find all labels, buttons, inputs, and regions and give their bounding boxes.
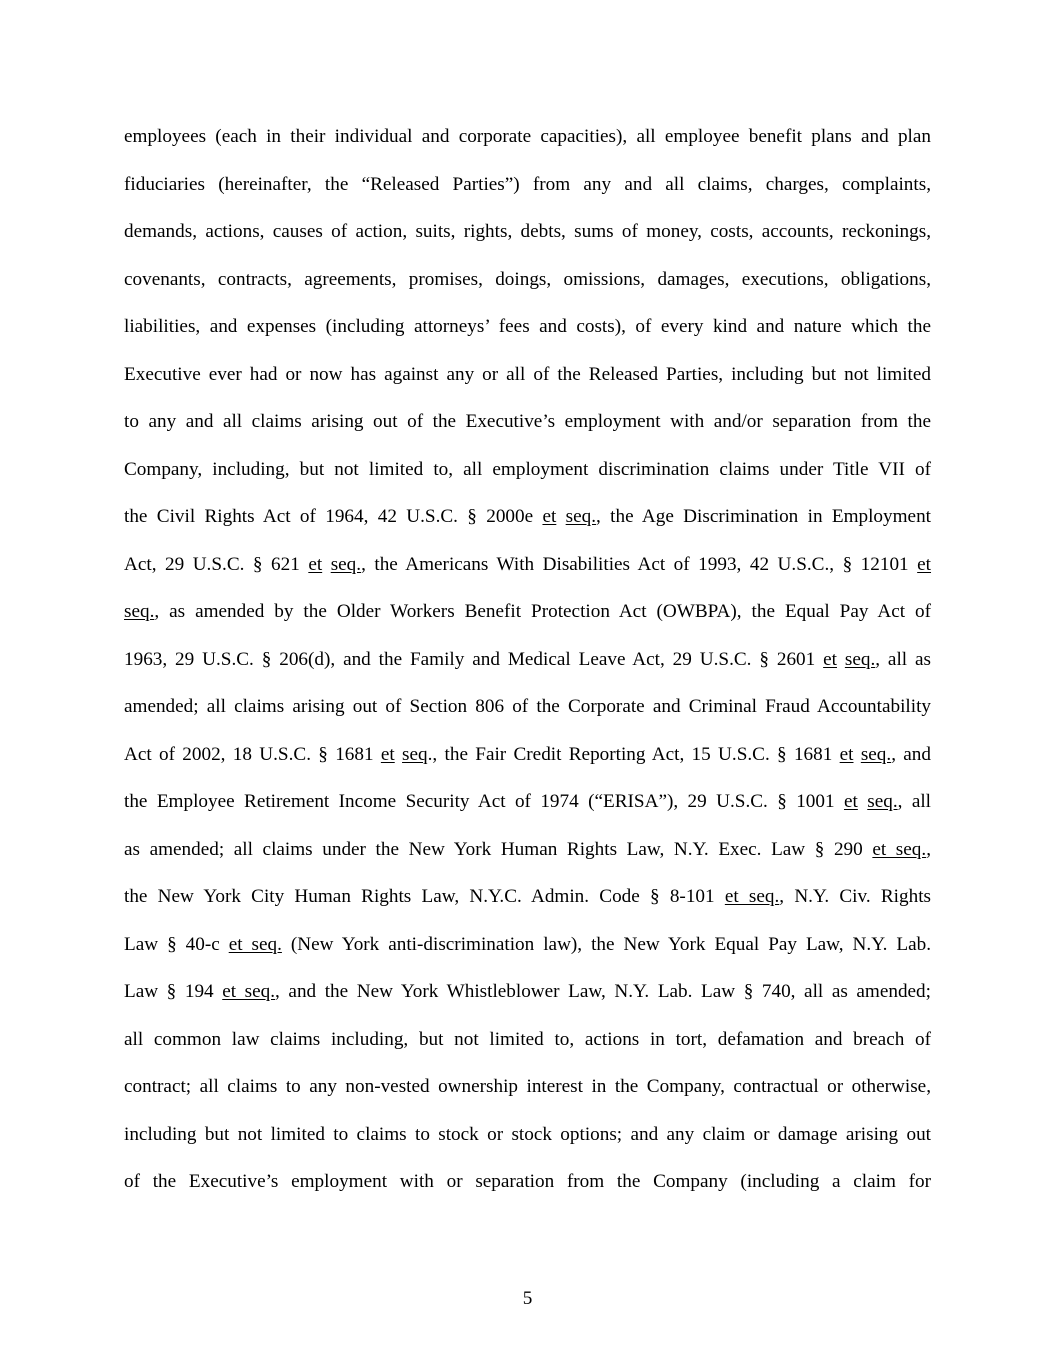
text-line (124, 303, 931, 351)
text-line (124, 1016, 931, 1064)
text-line (124, 113, 931, 161)
text-segment: , and (891, 743, 931, 765)
citation-underlined-text: et (380, 743, 395, 765)
citation-underlined-text: seq. (844, 648, 876, 670)
text-line (124, 636, 931, 684)
text-segment: Company, including, but not limited to, all employment discrimination claims under Title VII of (124, 458, 931, 480)
text-line (124, 256, 931, 304)
citation-underlined-text: seq. (330, 553, 362, 575)
text-segment: fiduciaries (hereinafter, the “Released Parties”) from any and all claims, charges, complaints, (124, 173, 931, 195)
citation-underlined-text: seq. (860, 743, 892, 765)
text-segment: , N.Y. Civ. Rights (779, 886, 931, 907)
text-segment: Law § 194 (124, 981, 223, 1002)
text-segment: Act of 2002, 18 U.S.C. § 1681 (124, 743, 381, 765)
text-segment: Act, 29 U.S.C. § 621 (124, 553, 309, 575)
text-segment (837, 649, 845, 670)
text-segment: amended; all claims arising out of Section 806 of the Corporate and Criminal Fraud Accountability (124, 696, 931, 717)
citation-underlined-text: et (308, 553, 323, 575)
text-segment: covenants, contracts, agreements, promises, doings, omissions, damages, executions, obligations, (124, 268, 931, 290)
text-line (124, 446, 931, 494)
citation-underlined-text: et (542, 506, 557, 527)
text-segment: employees (each in their individual and corporate capacities), all employee benefit plans and plan (124, 126, 931, 147)
text-segment: of the Executive’s employment with or separation from the Company (including a claim for (124, 1171, 931, 1192)
text-segment: , (926, 838, 931, 860)
body-paragraph (124, 113, 931, 1206)
citation-underlined-text: et (917, 553, 932, 575)
text-line (124, 1111, 931, 1159)
text-line (124, 351, 931, 399)
citation-underlined-text: et seq. (724, 886, 780, 907)
text-segment: Law § 40-c (124, 933, 229, 955)
citation-underlined-text: seq. (565, 506, 597, 527)
text-segment: the Civil Rights Act of 1964, 42 U.S.C. § 2000e (124, 506, 543, 527)
text-line (124, 873, 931, 921)
citation-underlined-text: seq (402, 743, 428, 765)
text-segment: demands, actions, causes of action, suits, rights, debts, sums of money, costs, accounts, reckonings, (124, 221, 931, 242)
page-number: 5 (522, 1288, 533, 1309)
text-line (124, 1158, 931, 1206)
text-segment: (New York anti-discrimination law), the New York Equal Pay Law, N.Y. Lab. (281, 933, 931, 955)
text-segment: 1963, 29 U.S.C. § 206(d), and the Family and Medical Leave Act, 29 U.S.C. § 2601 (124, 648, 824, 670)
text-segment (854, 744, 861, 765)
text-segment: , all (897, 791, 931, 812)
text-line (124, 1063, 931, 1111)
text-segment (395, 744, 402, 765)
text-line (124, 778, 931, 826)
text-segment: ., the Fair Credit Reporting Act, 15 U.S.C. § 1681 (427, 743, 840, 765)
text-segment (858, 791, 867, 812)
text-segment: , all as (875, 648, 931, 670)
citation-underlined-text: seq. (867, 791, 898, 812)
text-line (124, 968, 931, 1016)
citation-underlined-text: et (843, 791, 858, 812)
citation-underlined-text: et (839, 743, 854, 765)
text-line (124, 826, 931, 874)
text-segment: the Employee Retirement Income Security Act of 1974 (“ERISA”), 29 U.S.C. § 1001 (124, 791, 844, 812)
text-segment: , the Age Discrimination in Employment (596, 506, 931, 527)
text-segment: , and the New York Whistleblower Law, N.Y. Lab. Law § 740, all as amended; (275, 981, 931, 1002)
text-line (124, 541, 931, 589)
citation-underlined-text: seq. (124, 601, 155, 622)
text-segment: the New York City Human Rights Law, N.Y.C. Admin. Code § 8-101 (124, 886, 725, 907)
text-segment: , as amended by the Older Workers Benefit Protection Act (OWBPA), the Equal Pay Act of (154, 601, 931, 622)
text-line (124, 731, 931, 779)
text-segment: liabilities, and expenses (including attorneys’ fees and costs), of every kind and nature which the (124, 316, 931, 337)
citation-underlined-text: et seq. (872, 838, 927, 860)
text-line (124, 493, 931, 541)
text-segment: all common law claims including, but not limited to, actions in tort, defamation and breach of (124, 1028, 931, 1050)
text-line (124, 208, 931, 256)
text-line (124, 683, 931, 731)
citation-underlined-text: et (823, 648, 837, 670)
text-segment: as amended; all claims under the New York Human Rights Law, N.Y. Exec. Law § 290 (124, 838, 873, 860)
text-segment: , the Americans With Disabilities Act of 1993, 42 U.S.C., § 12101 (361, 553, 918, 575)
text-line (124, 398, 931, 446)
text-segment: Executive ever had or now has against any or all of the Released Parties, including but not limited (124, 363, 931, 385)
text-segment: contract; all claims to any non-vested ownership interest in the Company, contractual or otherwise, (124, 1076, 931, 1097)
text-segment (322, 554, 331, 575)
text-line (124, 588, 931, 636)
text-line (124, 921, 931, 969)
citation-underlined-text: et seq. (222, 981, 276, 1002)
text-segment (556, 506, 565, 527)
text-segment: including but not limited to claims to stock or stock options; and any claim or damage arising out (124, 1123, 931, 1145)
text-segment: to any and all claims arising out of the Executive’s employment with and/or separation from the (124, 411, 931, 432)
citation-underlined-text: et seq. (228, 933, 282, 955)
text-line (124, 161, 931, 209)
